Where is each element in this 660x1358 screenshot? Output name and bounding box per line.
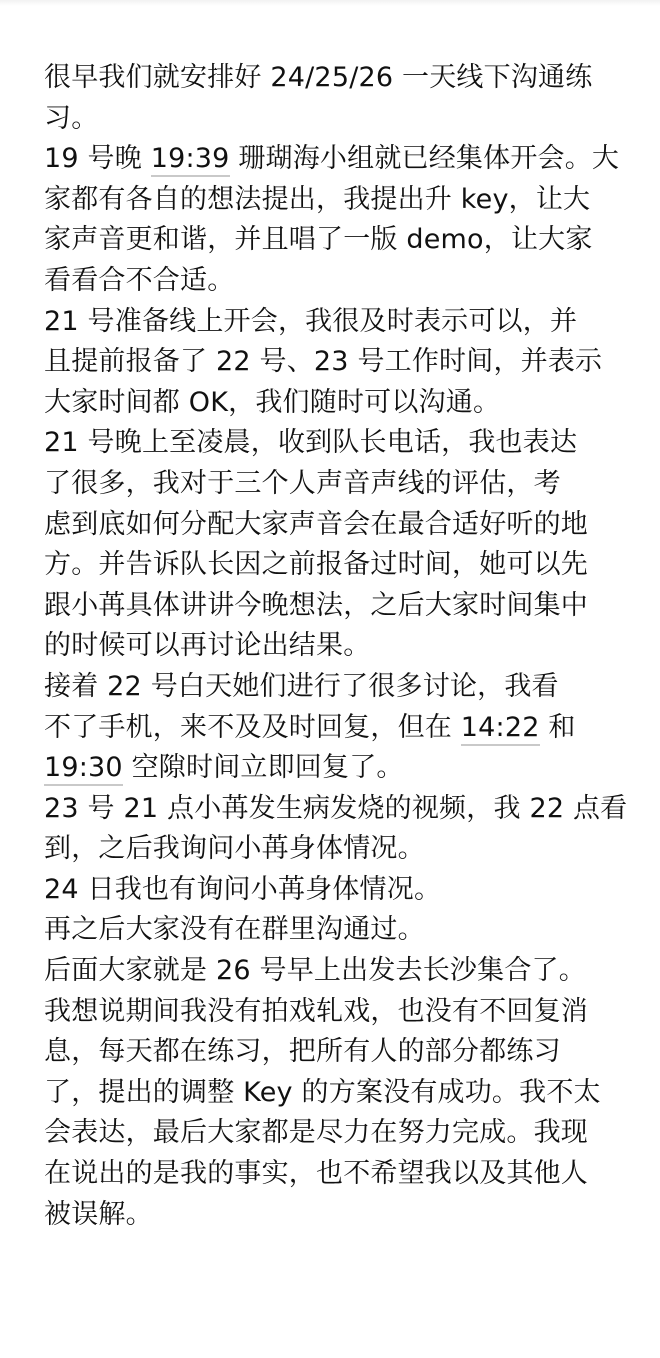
note-text: 21 号晚上至凌晨，收到队长电话，我也表达 xyxy=(44,427,578,459)
note-text: 息，每天都在练习，把所有人的部分都练习 xyxy=(44,1036,561,1068)
note-line xyxy=(44,708,640,749)
note-text: 的时候可以再讨论出结果。 xyxy=(44,630,371,662)
note-line xyxy=(44,626,640,667)
note-text: 且提前报备了 22 号、23 号工作时间，并表示 xyxy=(44,346,603,378)
note-text: 空隙时间立即回复了。 xyxy=(122,752,404,784)
note-text: 会表达，最后大家都是尽力在努力完成。我现 xyxy=(44,1117,588,1149)
note-text-body xyxy=(44,58,640,1235)
note-line xyxy=(44,139,640,180)
note-text: 不了手机，来不及及时回复，但在 xyxy=(44,711,461,743)
note-text: 大家时间都 OK，我们随时可以沟通。 xyxy=(44,386,501,418)
note-line xyxy=(44,383,640,424)
note-text: 珊瑚海小组就已经集体开会。大 xyxy=(229,143,620,175)
note-line xyxy=(44,423,640,464)
note-line xyxy=(44,992,640,1033)
note-line xyxy=(44,910,640,951)
note-line xyxy=(44,180,640,221)
note-line xyxy=(44,505,640,546)
note-text: 19 号晚 xyxy=(44,143,151,175)
note-line xyxy=(44,1195,640,1236)
note-line xyxy=(44,789,640,830)
note-text: 看看合不合适。 xyxy=(44,264,235,296)
note-line xyxy=(44,58,640,99)
note-line xyxy=(44,342,640,383)
note-line xyxy=(44,748,640,789)
top-edge-shadow xyxy=(0,0,660,6)
note-line xyxy=(44,545,640,586)
note-text: 接着 22 号白天她们进行了很多讨论，我看 xyxy=(44,670,559,702)
note-text: 再之后大家没有在群里沟通过。 xyxy=(44,914,425,946)
note-line xyxy=(44,1032,640,1073)
note-text: 跟小苒具体讲讲今晚想法，之后大家时间集中 xyxy=(44,589,588,621)
note-text: 方。并告诉队长因之前报备过时间，她可以先 xyxy=(44,549,588,581)
note-line xyxy=(44,99,640,140)
note-line xyxy=(44,586,640,627)
note-text: 在说出的是我的事实，也不希望我以及其他人 xyxy=(44,1158,588,1190)
note-text: 到，之后我询问小苒身体情况。 xyxy=(44,833,425,865)
note-text: 很早我们就安排好 24/25/26 一天线下沟通练 xyxy=(44,62,593,93)
note-line xyxy=(44,261,640,302)
note-text: 了，提出的调整 Key 的方案没有成功。我不太 xyxy=(44,1076,601,1108)
note-text: 24 日我也有询问小苒身体情况。 xyxy=(44,873,442,905)
note-text: 家声音更和谐，并且唱了一版 demo，让大家 xyxy=(44,224,593,256)
time-link[interactable]: 19:30 xyxy=(44,752,123,786)
note-text: 家都有各自的想法提出，我提出升 key，让大 xyxy=(44,183,591,215)
note-text: 21 号准备线上开会，我很及时表示可以，并 xyxy=(44,305,578,337)
note-line xyxy=(44,1154,640,1195)
note-text: 和 xyxy=(539,711,576,743)
note-line xyxy=(44,1113,640,1154)
note-line xyxy=(44,1073,640,1114)
note-text: 习。 xyxy=(44,102,99,134)
note-text: 23 号 21 点小苒发生病发烧的视频，我 22 点看 xyxy=(44,792,628,824)
time-link[interactable]: 19:39 xyxy=(151,143,230,177)
note-text: 了很多，我对于三个人声音声线的评估，考 xyxy=(44,467,561,499)
note-line xyxy=(44,220,640,261)
note-line xyxy=(44,829,640,870)
time-link[interactable]: 14:22 xyxy=(461,712,540,746)
note-text: 被误解。 xyxy=(44,1198,153,1230)
note-line xyxy=(44,302,640,343)
note-text: 后面大家就是 26 号早上出发去长沙集合了。 xyxy=(44,955,586,987)
note-line xyxy=(44,667,640,708)
note-text: 我想说期间我没有拍戏轧戏，也没有不回复消 xyxy=(44,995,588,1027)
note-line xyxy=(44,464,640,505)
note-text: 虑到底如何分配大家声音会在最合适好听的地 xyxy=(44,508,588,540)
note-line xyxy=(44,951,640,992)
note-line xyxy=(44,870,640,911)
